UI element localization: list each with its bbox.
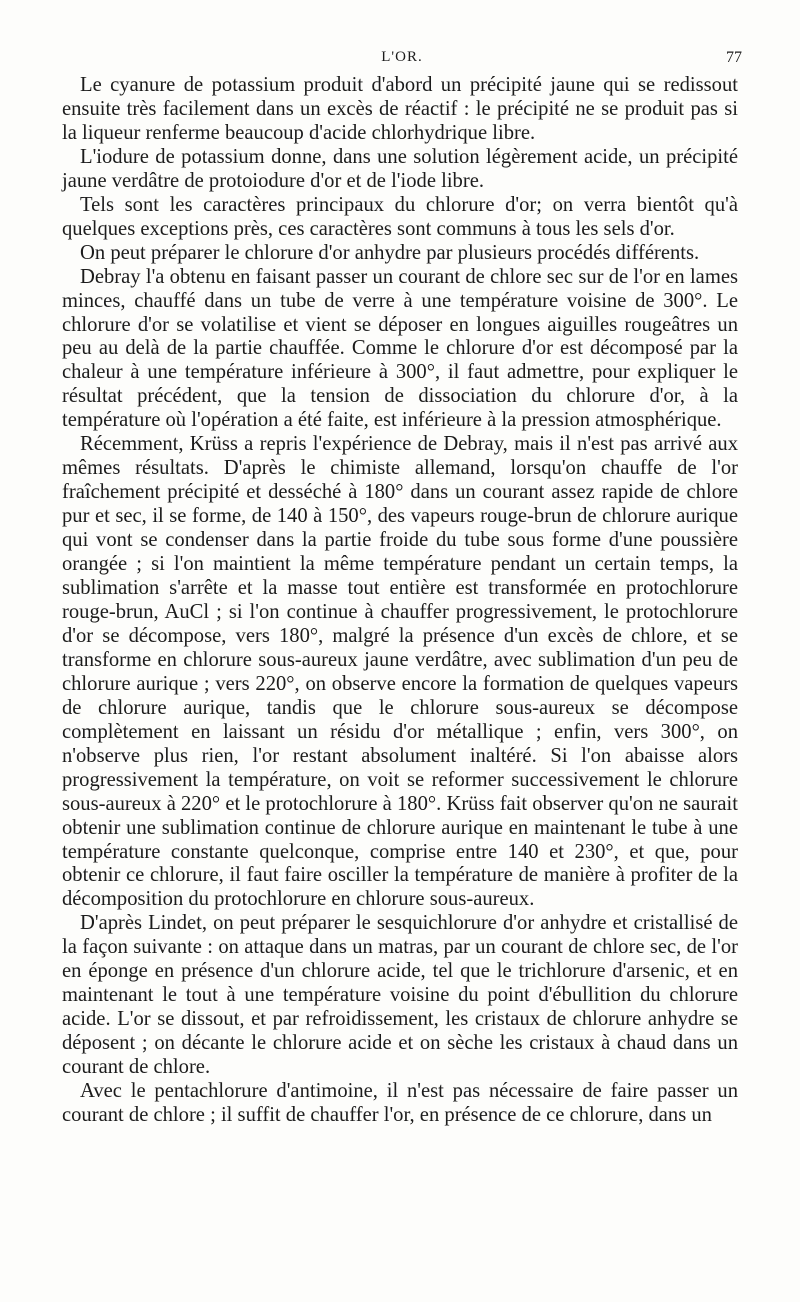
paragraph-antimoine: Avec le pentachlorure d'antimoine, il n'est pas nécessaire de faire passer un courant de chlore ; il suffit de chauffer l'or, en présence de ce chlorure, dans un bbox=[62, 1080, 738, 1126]
paragraph-lindet: D'après Lindet, on peut préparer le sesquichlorure d'or anhydre et cristallisé de la façon suivante : on attaque dans un matras, par un courant de chlore sec, de l'or en éponge en présence d'un chlorure acide, tel que le trichlorure d'arsenic, et en maintenant le tout à une température voisine du point d'ébullition du chlorure acide. L'or se dissout, et par refroidissement, les cristaux de chlorure anhydre se déposent ; on décante le chlorure acide et on sèche les cristaux à chaud dans un courant de chlore. bbox=[62, 912, 738, 1079]
page-header bbox=[62, 49, 742, 71]
paragraph-preparation: On peut préparer le chlorure d'or anhydre par plusieurs procédés différents. bbox=[80, 241, 700, 264]
paragraph-kruss: Récemment, Krüss a repris l'expérience de Debray, mais il n'est pas arrivé aux mêmes résultats. D'après le chimiste allemand, lorsqu'on chauffe de l'or fraîchement précipité et desséché à 180° dans un courant assez rapide de chlore pur et sec, il se forme, de 140 à 150°, des vapeurs rouge-brun de chlorure aurique qui vont se condenser dans la partie froide du tube sous forme d'une poussière orangée ; si l'on maintient la même température pendant un certain temps, la sublimation s'arrête et la masse tout entière est transformée en protochlorure rouge-brun, AuCl ; si l'on continue à chauffer progressivement, le protochlorure d'or se décompose, vers 180°, malgré la présence d'un excès de chlore, et se transforme en chlorure sous-aureux jaune verdâtre, avec sublimation d'un peu de chlorure aurique ; vers 220°, on observe encore la formation de quelques vapeurs de chlorure aurique, tandis que le chlorure sous-aureux se décompose complètement en laissant un résidu d'or métallique ; enfin, vers 300°, on n'observe plus rien, l'or restant absolument inaltéré. Si l'on abaisse alors progressivement la température, on voit se reformer successivement le chlorure sous-aureux à 220° et le protochlorure à 180°. Krüss fait observer qu'on ne saurait obtenir une sublimation continue de chlorure aurique en maintenant le tube à une température constante quelconque, comprise entre 140 et 230°, et que, pour obtenir ce chlorure, il faut faire osciller la température de manière à profiter de la décomposition du protochlorure en chlorure sous-aureux. bbox=[62, 433, 738, 911]
paragraph-caracteres: Tels sont les caractères principaux du chlorure d'or; on verra bientôt qu'à quelques exceptions près, ces caractères sont communs à tous les sels d'or. bbox=[62, 193, 738, 240]
page-number: 77 bbox=[726, 49, 742, 66]
body-text bbox=[62, 74, 738, 1128]
paragraph-iodure: L'iodure de potassium donne, dans une solution légèrement acide, un précipité jaune verdâtre de protoiodure d'or et de l'iode libre. bbox=[62, 145, 738, 192]
running-title: L'OR. bbox=[381, 49, 423, 65]
paragraph-debray: Debray l'a obtenu en faisant passer un courant de chlore sec sur de l'or en lames minces, chauffé dans un tube de verre à une température voisine de 300°. Le chlorure d'or se volatilise et vient se déposer en longues aiguilles rougeâtres un peu au delà de la partie chauffée. Comme le chlorure d'or est décomposé par la chaleur à une température inférieure à 300°, il faut admettre, pour expliquer le résultat précédent, que la tension de dissociation du chlorure d'or, à la température où l'opération a été faite, est inférieure à la pression atmosphérique. bbox=[62, 265, 738, 432]
paragraph-cyanure: Le cyanure de potassium produit d'abord un précipité jaune qui se redissout ensuite très facilement dans un excès de réactif : le précipité ne se produit pas si la liqueur renferme beaucoup d'acide chlorhydrique libre. bbox=[62, 74, 738, 144]
